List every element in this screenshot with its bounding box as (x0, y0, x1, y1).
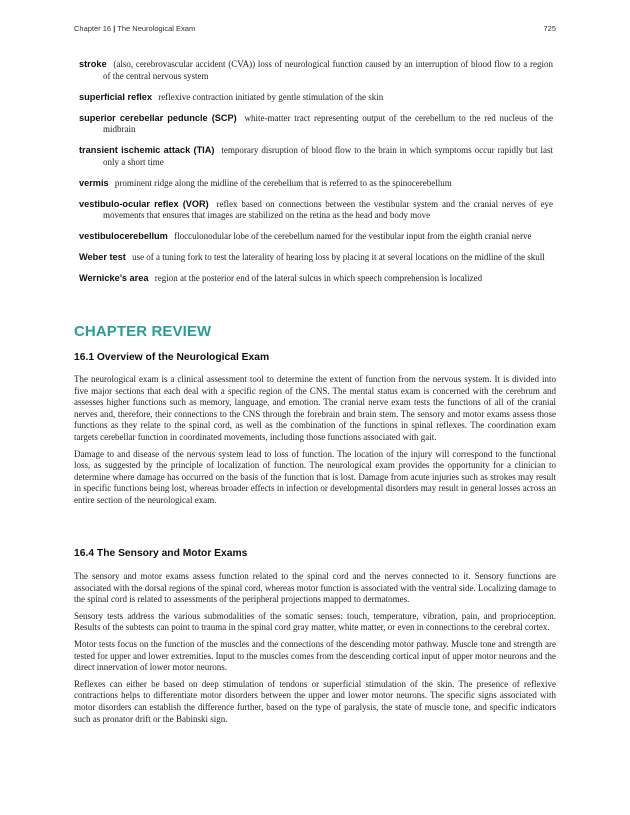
glossary-list (79, 59, 553, 294)
glossary-entry (79, 92, 553, 104)
glossary-definition: flocculonodular lobe of the cerebellum named for the vestibular input from the eighth cranial nerve (174, 231, 532, 241)
running-header (74, 24, 556, 33)
glossary-definition: reflexive contraction initiated by gentle stimulation of the skin (158, 91, 384, 102)
glossary-term: superficial reflex (79, 91, 153, 102)
glossary-term: transient ischemic attack (TIA) (79, 145, 215, 155)
section-body (74, 571, 556, 730)
glossary-term: Wernicke’s area (79, 273, 149, 283)
paragraph: Motor tests focus on the function of the muscles and the connections of the descending motor pathway. Muscle tone and strength are tested for upper and lower extremities. Input to the muscles comes from the descending cortical input of upper motor neurons and the direct innervation of lower motor neurons. (74, 638, 556, 673)
glossary-entry (79, 145, 553, 168)
glossary-definition: region at the posterior end of the lateral sulcus in which speech comprehension is localized (154, 273, 483, 283)
glossary-entry (79, 252, 553, 264)
glossary-term: Weber test (79, 252, 126, 262)
glossary-definition: temporary disruption of blood flow to the brain in which symptoms occur rapidly but last only a short time (103, 145, 554, 167)
glossary-definition: use of a tuning fork to test the laterality of hearing loss by placing it at several locations on the midline of the skull (132, 252, 545, 262)
glossary-entry (79, 178, 553, 190)
glossary-definition: reflex based on connections between the vestibular system and the cranial nerves of eye movements that ensures that images are stabilized on the retina as the head and body move (103, 198, 553, 220)
glossary-definition: white-matter tract representing output of the cerebellum to the red nucleus of the midbrain (103, 112, 554, 134)
chapter-review-heading: CHAPTER REVIEW (74, 323, 212, 340)
glossary-definition: prominent ridge along the midline of the cerebellum that is referred to as the spinocerebellum (114, 177, 452, 188)
page-number: 725 (543, 24, 556, 33)
paragraph: Reflexes can either be based on deep stimulation of tendons or superficial stimulation of the skin. The presence of reflexive contractions helps to differentiate motor disorders between the upper and lower motor neurons. The specific signs associated with motor disorders can establish the difference further, based on the type of paralysis, the state of muscle tone, and specific indicators such as pronator drift or the Babinski sign. (74, 678, 556, 724)
glossary-entry (79, 231, 553, 243)
section-heading: 16.1 Overview of the Neurological Exam (74, 352, 270, 363)
chapter-title: The Neurological Exam (117, 24, 196, 33)
paragraph: The sensory and motor exams assess function related to the spinal cord and the nerves connected to it. Sensory functions are associated with the dorsal regions of the spinal cord, whereas motor function is associated with the ventral side. Localizing damage to the spinal cord is related to assessments of the peripheral projections mapped to dermatomes. (74, 571, 556, 605)
paragraph: The neurological exam is a clinical assessment tool to determine the extent of function from the nervous system. It is divided into five major sections that each deal with a specific region of the CNS. The mental status exam is concerned with the cerebrum and assesses higher functions such as memory, language, and emotion. The cranial nerve exam tests the functions of all of the cranial nerves and, therefore, their connections to the CNS through the forebrain and brain stem. The sensory and motor exams assess those functions as they relate to the spinal cord, as well as the combination of the functions in spinal reflexes. The coordination exam targets cerebellar function in coordinated movements, including those functions associated with gait. (74, 374, 556, 442)
paragraph: Damage to and disease of the nervous system lead to loss of function. The location of the injury will correspond to the functional loss, as suggested by the principle of localization of function. The neurological exam provides the opportunity for a clinician to determine where damage has occurred on the basis of the function that is lost. Damage from acute injuries such as strokes may result in specific functions being lost, whereas broader effects in infection or developmental disorders may result in general losses across an entire section of the neurological exam. (74, 448, 556, 505)
glossary-entry (79, 59, 553, 82)
glossary-entry (79, 199, 553, 222)
paragraph: Sensory tests address the various submodalities of the somatic senses: touch, temperature, vibration, pain, and proprioception. Results of the subtests can point to trauma in the spinal cord gray matter, white matter, or even in connections to the cerebral cortex. (74, 610, 556, 633)
glossary-term: vestibulo-ocular reflex (VOR) (79, 198, 209, 209)
glossary-entry (79, 273, 553, 285)
glossary-term: vestibulocerebellum (79, 231, 168, 241)
glossary-definition: (also, cerebrovascular accident (CVA)) loss of neurological function caused by an interruption of blood flow to a region of the central nervous system (103, 59, 553, 81)
section-heading: 16.4 The Sensory and Motor Exams (74, 548, 248, 559)
section-body (74, 374, 556, 512)
glossary-term: superior cerebellar peduncle (SCP) (79, 112, 237, 123)
glossary-term: vermis (79, 177, 109, 188)
chapter-number: Chapter 16 (74, 24, 112, 33)
glossary-entry (79, 113, 553, 136)
header-separator: | (113, 24, 116, 33)
glossary-term: stroke (79, 59, 107, 69)
